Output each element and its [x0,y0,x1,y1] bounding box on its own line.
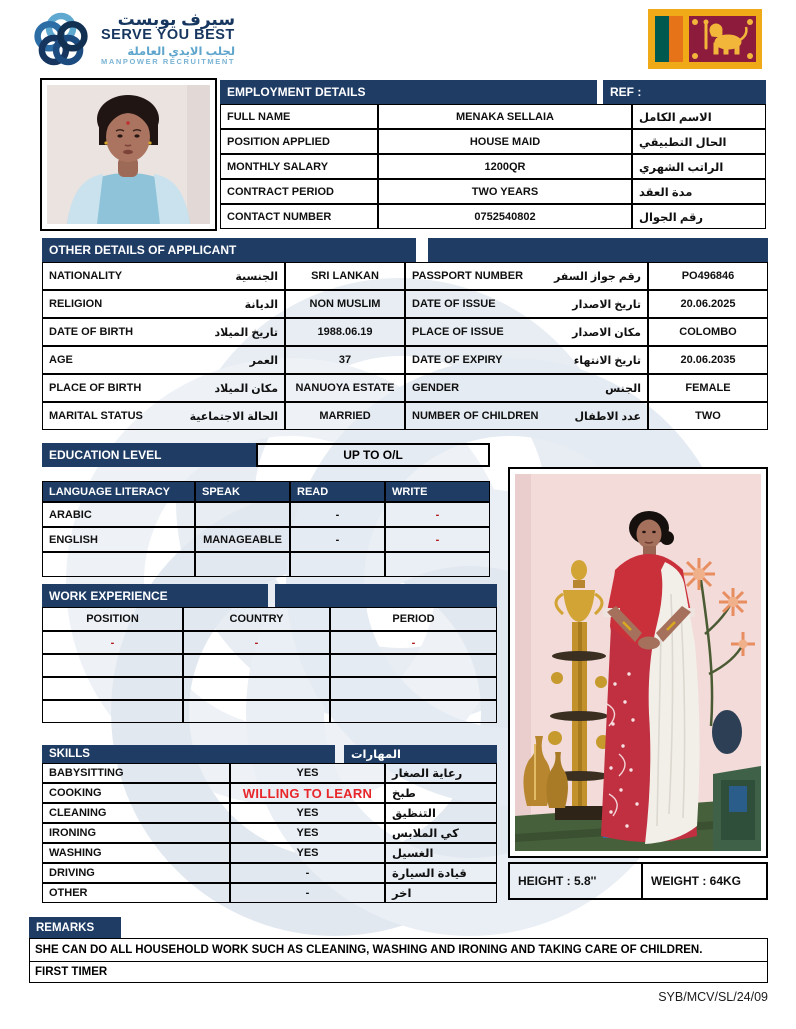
skill-label-arabic: اخر [385,883,497,903]
field-label-arabic: الاسم الكامل [632,104,766,129]
skill-label: IRONING [42,823,230,843]
skill-value: YES [230,763,385,783]
field-label: GENDER الجنس [405,374,648,402]
remarks-box [29,938,768,983]
column-header: READ [290,481,385,502]
column-header: SPEAK [195,481,290,502]
employment-title: EMPLOYMENT DETAILS [220,80,597,104]
skills-title: SKILLS [42,745,335,763]
skill-label-arabic: قيادة السيارة [385,863,497,883]
table-row [42,346,768,374]
brand-header [30,6,235,70]
skill-label-arabic: رعاية الصغار [385,763,497,783]
section-education-level [42,443,490,467]
brand-tagline-english: MANPOWER RECRUITMENT [101,56,236,66]
brand-text [101,11,235,66]
table-row [42,654,497,677]
speak-value: MANAGEABLE [195,527,290,552]
table-row [42,823,497,843]
passport-photo-illustration [47,85,210,224]
applicant-full-photo [508,467,768,858]
skill-value: YES [230,843,385,863]
table-row [42,631,497,654]
field-label: DATE OF ISSUE تاريخ الاصدار [405,290,648,318]
field-value: 20.06.2025 [648,290,768,318]
section-other-details [42,238,768,430]
skill-value: YES [230,823,385,843]
field-value: TWO YEARS [378,179,632,204]
employment-header-row [220,80,766,104]
skills-title-arabic: المهارات [344,745,497,763]
field-label-arabic: مدة العقد [632,179,766,204]
table-row [42,700,497,723]
table-row [42,883,497,903]
table-row [42,262,768,290]
speak-value [195,502,290,527]
field-value: MENAKA SELLAIA [378,104,632,129]
skill-label-arabic: طبخ [385,783,497,803]
write-value [385,552,490,577]
skill-value: - [230,863,385,883]
field-label: MARITAL STATUS الحالة الاجتماعية [42,402,285,430]
table-row [42,502,490,527]
full-photo-illustration [515,474,761,851]
skill-label: OTHER [42,883,230,903]
position-value: - [42,631,183,654]
table-row [220,104,766,129]
column-header: WRITE [385,481,490,502]
write-value: - [385,527,490,552]
column-header: COUNTRY [183,607,330,631]
table-row [42,677,497,700]
skills-header-row [42,745,497,763]
skill-label: CLEANING [42,803,230,823]
field-label: PASSPORT NUMBER رقم جواز السفر [405,262,648,290]
section-work-experience [42,584,497,723]
field-value: SRI LANKAN [285,262,405,290]
skill-label-arabic: الغسيل [385,843,497,863]
skill-value: WILLING TO LEARN [230,783,385,803]
section-language-literacy [42,481,490,577]
skill-label-arabic: كي الملابس [385,823,497,843]
table-row [220,129,766,154]
field-value: 0752540802 [378,204,632,229]
skill-value: - [230,883,385,903]
weight-value: WEIGHT : 64KG [643,862,768,900]
applicant-passport-photo [40,78,217,231]
period-value: - [330,631,497,654]
table-row [220,154,766,179]
work-experience-title: WORK EXPERIENCE [42,584,268,607]
knot-rings-logo-icon [30,6,92,70]
table-row [42,803,497,823]
table-row [42,374,768,402]
write-value: - [385,502,490,527]
skill-label: COOKING [42,783,230,803]
period-value [330,677,497,700]
country-value: - [183,631,330,654]
skill-label: BABYSITTING [42,763,230,783]
field-value: 37 [285,346,405,374]
section-employment-details [220,80,766,229]
position-value [42,654,183,677]
period-value [330,700,497,723]
language-name [42,552,195,577]
table-row [42,552,490,577]
field-label: AGE العمر [42,346,285,374]
skill-value: YES [230,803,385,823]
field-label: PLACE OF ISSUE مكان الاصدار [405,318,648,346]
table-row [42,843,497,863]
read-value: - [290,527,385,552]
field-value: 1988.06.19 [285,318,405,346]
field-label: CONTACT NUMBER [220,204,378,229]
other-details-header-spacer [428,238,768,262]
education-level-title: EDUCATION LEVEL [42,443,256,467]
field-value: MARRIED [285,402,405,430]
field-value: NANUOYA ESTATE [285,374,405,402]
field-label: NUMBER OF CHILDREN عدد الاطفال [405,402,648,430]
table-row [42,402,768,430]
column-header: POSITION [42,607,183,631]
brand-tagline-arabic: لجلب الايدي العاملة [127,45,236,58]
sri-lanka-flag-icon [648,9,762,69]
remarks-title: REMARKS [29,917,121,938]
country-value [183,654,330,677]
field-value: NON MUSLIM [285,290,405,318]
country-value [183,700,330,723]
field-label: DATE OF EXPIRY تاريخ الانتهاء [405,346,648,374]
field-label: RELIGION الديانة [42,290,285,318]
speak-value [195,552,290,577]
field-value: FEMALE [648,374,768,402]
field-label: DATE OF BIRTH تاريخ الميلاد [42,318,285,346]
section-remarks [29,917,768,983]
field-label: MONTHLY SALARY [220,154,378,179]
table-row [42,318,768,346]
table-row [42,863,497,883]
language-name: ENGLISH [42,527,195,552]
field-label-arabic: الراتب الشهري [632,154,766,179]
table-row [220,179,766,204]
field-label-arabic: الحال التطبيقي [632,129,766,154]
field-label: POSITION APPLIED [220,129,378,154]
table-row [42,783,497,803]
field-value: COLOMBO [648,318,768,346]
country-value [183,677,330,700]
field-label: FULL NAME [220,104,378,129]
brand-name-arabic: سيرف يوبست [117,9,236,29]
brand-name-english: SERVE YOU BEST [101,27,235,44]
remarks-line: FIRST TIMER [35,966,108,978]
work-experience-header-spacer [275,584,497,607]
field-value: 1200QR [378,154,632,179]
field-value: 20.06.2035 [648,346,768,374]
field-value: TWO [648,402,768,430]
other-details-title: OTHER DETAILS OF APPLICANT [42,238,416,262]
table-row [42,763,497,783]
field-label: NATIONALITY الجنسية [42,262,285,290]
table-row [42,290,768,318]
field-label: CONTRACT PERIOD [220,179,378,204]
field-label-arabic: رقم الجوال [632,204,766,229]
column-header: PERIOD [330,607,497,631]
read-value: - [290,502,385,527]
physical-measurements-row [508,862,768,900]
table-row [42,527,490,552]
table-row [220,204,766,229]
position-value [42,677,183,700]
language-header-row [42,481,490,502]
field-label: PLACE OF BIRTH مكان الميلاد [42,374,285,402]
section-skills [42,745,497,903]
document-reference-code: SYB/MCV/SL/24/09 [658,990,768,1004]
position-value [42,700,183,723]
skill-label: DRIVING [42,863,230,883]
education-level-value: UP TO O/L [256,443,490,467]
field-value: HOUSE MAID [378,129,632,154]
period-value [330,654,497,677]
ref-label: REF : [603,80,766,104]
other-details-header-row [42,238,768,262]
work-columns-row [42,607,497,631]
height-value: HEIGHT : 5.8'' [508,862,643,900]
remarks-line: SHE CAN DO ALL HOUSEHOLD WORK SUCH AS CLEANING, WASHING AND IRONING AND TAKING CARE OF CHILDREN. [30,939,767,962]
skill-label: WASHING [42,843,230,863]
skill-label-arabic: التنظيق [385,803,497,823]
column-header: LANGUAGE LITERACY [42,481,195,502]
field-value: PO496846 [648,262,768,290]
work-experience-header-row [42,584,497,607]
read-value [290,552,385,577]
language-name: ARABIC [42,502,195,527]
